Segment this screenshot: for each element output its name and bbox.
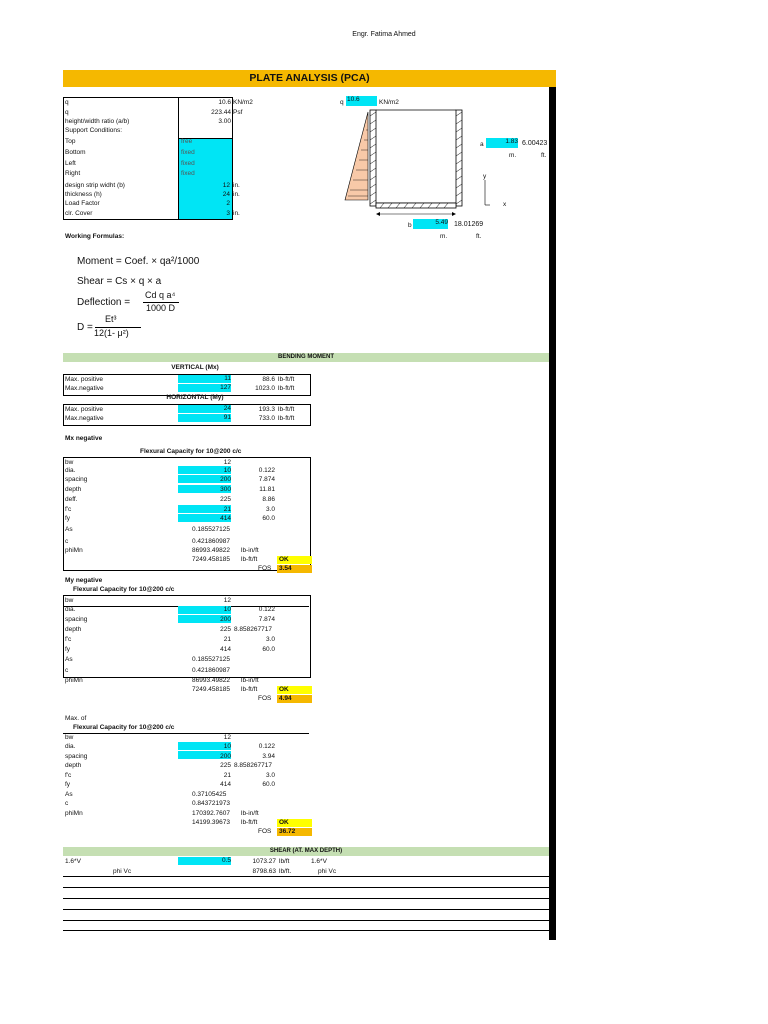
a-label: a: [480, 141, 484, 148]
maxof-row-label: c: [65, 800, 69, 807]
y-axis-label: y: [483, 173, 487, 180]
maxof-row-label: fy: [65, 781, 71, 788]
my-row-label: depth: [65, 626, 82, 633]
my-heading: My negative: [65, 577, 103, 584]
maxof-row-value: 14199.39673: [192, 819, 230, 826]
my-row-value[interactable]: 10: [223, 606, 231, 613]
top-value[interactable]: free: [181, 138, 193, 145]
left-wall: [370, 110, 376, 206]
shear-r2-value: 8798.63: [252, 868, 276, 875]
bm-value: 1023.0: [255, 385, 275, 392]
right-label: Right: [65, 170, 81, 177]
shear-header: SHEAR (AT. MAX DEPTH): [63, 847, 549, 856]
maxof-row-converted: lb-in/ft: [241, 810, 259, 817]
bm-unit: lb-ft/ft: [278, 406, 295, 413]
q-psf-value: 223.44: [211, 109, 231, 116]
mx-row-value[interactable]: 300: [220, 486, 231, 493]
maxof-row-label: bw: [65, 734, 74, 741]
shear-formula: Shear = Cs × q × a: [77, 276, 162, 287]
my-row-converted: 60.0: [262, 646, 275, 653]
thick-label: thickness (h): [65, 191, 102, 198]
my-ok-badge: OK: [277, 686, 312, 694]
shear-r1-label: 1.6*V: [65, 858, 81, 865]
maxof-row-value: 0.843721973: [192, 800, 230, 807]
bm-coef[interactable]: 91: [178, 414, 231, 422]
right-border-bar: [549, 87, 556, 940]
my-row-label: dia.: [65, 606, 76, 613]
mx-row-label: dia.: [65, 467, 76, 474]
mx-row-value: 225: [220, 496, 231, 503]
bm-coef[interactable]: 24: [178, 405, 231, 413]
b-ft: 18.01269: [454, 221, 484, 228]
mx-row-converted: 11.81: [259, 486, 275, 493]
shear-r1-right: 1.6*V: [311, 858, 327, 865]
shear-r2-right: phi Vc: [318, 868, 337, 875]
mx-row-converted: lb-in/ft: [241, 547, 259, 554]
mx-row-label: phiMn: [65, 547, 83, 554]
mx-fos-value: 3.54: [277, 565, 312, 573]
strip-label: design strip widht (b): [65, 182, 125, 189]
shear-r1-value: 1073.27: [252, 858, 276, 865]
a-ft: 6.00423: [522, 140, 548, 147]
bm-unit: lb-ft/ft: [278, 376, 295, 383]
q-psf-unit: Psf: [233, 109, 243, 116]
deflection-denominator: 1000 D: [146, 303, 176, 313]
d-numerator: Et³: [105, 314, 117, 324]
my-row-value: 0.185527125: [192, 656, 230, 663]
bm-unit: lb-ft/ft: [278, 415, 295, 422]
maxof-fos-value: 36.72: [277, 828, 312, 836]
mx-row-value: 12: [223, 459, 231, 466]
author-name: Engr. Fatima Ahmed: [352, 31, 416, 38]
my-fos-value: 4.94: [277, 695, 312, 703]
left-value[interactable]: fixed: [181, 160, 195, 167]
b-ft-unit: ft.: [476, 233, 482, 240]
mx-row-label: depth: [65, 486, 82, 493]
bm-label: Max.negative: [65, 385, 104, 392]
my-row-label: c: [65, 667, 69, 674]
a-m-unit: m.: [509, 152, 517, 159]
maxof-subheading: Flexural Capacity for 10@200 c/c: [73, 724, 175, 731]
maxof-row-label: depth: [65, 762, 82, 769]
my-row-value[interactable]: 200: [220, 616, 231, 623]
bm-value: 733.0: [258, 415, 275, 422]
maxof-row-converted: 8.858267717: [234, 762, 272, 769]
strip-value[interactable]: 12: [222, 182, 230, 189]
my-row-value: 7249.458185: [192, 686, 230, 693]
my-row-label: As: [65, 656, 73, 663]
page-title: PLATE ANALYSIS (PCA): [63, 70, 556, 87]
diagram-q-label: q: [340, 99, 344, 106]
maxof-row-converted: 3.0: [265, 772, 275, 779]
mx-row-value: 0.185527125: [192, 526, 230, 533]
load-triangle: [345, 112, 368, 200]
mx-row-value: 0.421860987: [192, 538, 230, 545]
my-fos-label: FOS: [258, 695, 272, 702]
left-label: Left: [65, 160, 76, 167]
vertical-mx-heading: VERTICAL (Mx): [171, 364, 219, 371]
mx-row-label: c: [65, 538, 69, 545]
maxof-row-value[interactable]: 200: [220, 753, 231, 760]
my-row-converted: 0.122: [258, 606, 275, 613]
bm-coef[interactable]: 127: [178, 384, 231, 392]
bm-value: 88.6: [262, 376, 275, 383]
my-row-value: 225: [220, 626, 231, 633]
maxof-ok-badge: OK: [277, 819, 312, 827]
formulas-heading: Working Formulas:: [65, 233, 125, 240]
bottom-slab: [376, 203, 456, 208]
mx-row-value[interactable]: 21: [223, 506, 231, 513]
bm-unit: lb-ft/ft: [278, 385, 295, 392]
mx-row-label: As: [65, 526, 73, 533]
my-row-converted: lb-ft/ft: [241, 686, 258, 693]
maxof-row-label: spacing: [65, 753, 88, 760]
mx-row-value[interactable]: 200: [220, 476, 231, 483]
mx-heading: Mx negative: [65, 435, 103, 442]
bottom-value[interactable]: fixed: [181, 149, 195, 156]
q-kn-value[interactable]: 10.6: [218, 99, 231, 106]
mx-row-value: 7249.458185: [192, 556, 230, 563]
bm-label: Max. positive: [65, 406, 103, 413]
support-label: Support Conditions:: [65, 127, 123, 134]
q-psf-label: q: [65, 109, 69, 116]
d-lhs: D =: [77, 322, 93, 333]
my-row-label: spacing: [65, 616, 88, 623]
mx-row-converted: 7.874: [258, 476, 275, 483]
d-denominator: 12(1- μ²): [94, 328, 129, 338]
mx-row-converted: lb-ft/ft: [241, 556, 258, 563]
diagram-q-unit: KN/m2: [379, 99, 399, 106]
my-row-label: phiMn: [65, 677, 83, 684]
diagram-q-value[interactable]: 10.6: [346, 96, 377, 106]
maxof-row-label: f'c: [65, 772, 72, 779]
maxof-row-label: As: [65, 791, 73, 798]
bending-moment-header: BENDING MOMENT: [63, 353, 549, 362]
maxof-row-value: 414: [220, 781, 231, 788]
bm-coef[interactable]: 11: [178, 375, 231, 383]
my-row-converted: 8.858267717: [234, 626, 272, 633]
maxof-row-value: 170392.7607: [192, 810, 230, 817]
mx-row-converted: 3.0: [265, 506, 275, 513]
thick-value[interactable]: 24: [222, 191, 230, 198]
thick-unit: in.: [233, 191, 240, 198]
my-row-label: fy: [65, 646, 71, 653]
maxof-fos-label: FOS: [258, 828, 272, 835]
b-label: b: [408, 222, 412, 229]
maxof-row-converted: lb-ft/ft: [241, 819, 258, 826]
my-subheading: Flexural Capacity for 10@200 c/c: [73, 586, 175, 593]
q-kn-label: q: [65, 99, 69, 106]
bm-value: 193.3: [258, 406, 275, 413]
maxof-row-converted: 60.0: [262, 781, 275, 788]
ratio-label: height/width ratio (a/b): [65, 118, 130, 125]
right-wall: [456, 110, 462, 206]
deflection-lhs: Deflection =: [77, 297, 131, 308]
horizontal-my-heading: HORIZONTAL (My): [166, 394, 224, 401]
mx-row-converted: 60.0: [262, 515, 275, 522]
shear-r2-unit: lb/ft.: [279, 868, 292, 875]
bottom-label: Bottom: [65, 149, 86, 156]
mx-row-value[interactable]: 414: [220, 515, 231, 522]
b-m-unit: m.: [440, 233, 448, 240]
my-row-converted: lb-in/ft: [241, 677, 259, 684]
mx-row-label: fy: [65, 515, 71, 522]
my-row-label: bw: [65, 597, 74, 604]
maxof-row-label: phiMn: [65, 810, 83, 817]
mx-fos-label: FOS: [258, 565, 272, 572]
my-row-label: f'c: [65, 636, 72, 643]
mx-row-label: bw: [65, 459, 74, 466]
my-row-value: 0.421860987: [192, 667, 230, 674]
lf-value[interactable]: 2: [226, 200, 230, 207]
shear-r1-coef[interactable]: 0.5: [178, 857, 231, 865]
maxof-heading: Max. of: [65, 715, 87, 722]
q-kn-unit: KN/m2: [233, 99, 253, 106]
lf-label: Load Factor: [65, 200, 100, 207]
my-row-converted: 3.0: [265, 636, 275, 643]
moment-formula: Moment = Coef. × qa²/1000: [77, 256, 200, 267]
bm-label: Max. positive: [65, 376, 103, 383]
my-row-value: 414: [220, 646, 231, 653]
maxof-row-value: 12: [223, 734, 231, 741]
my-row-converted: 7.874: [258, 616, 275, 623]
cover-label: clr. Cover: [65, 210, 93, 217]
cover-unit: in.: [233, 210, 240, 217]
right-value[interactable]: fixed: [181, 170, 195, 177]
maxof-row-converted: 3.94: [262, 753, 275, 760]
maxof-row-value: 21: [223, 772, 231, 779]
mx-row-converted: 0.122: [258, 467, 275, 474]
b-value[interactable]: 5.49: [413, 219, 448, 229]
a-ft-unit: ft.: [541, 152, 547, 159]
cover-value[interactable]: 3: [226, 210, 230, 217]
shear-r2-label: phi Vc: [113, 868, 132, 875]
ratio-value: 3.00: [218, 118, 231, 125]
mx-row-label: f'c: [65, 506, 72, 513]
my-row-value: 12: [223, 597, 231, 604]
top-label: Top: [65, 138, 76, 145]
bm-label: Max.negative: [65, 415, 104, 422]
mx-row-value: 86993.49822: [192, 547, 230, 554]
plate-sketch: [340, 100, 490, 225]
maxof-row-converted: 0.122: [258, 743, 275, 750]
maxof-row-label: dia.: [65, 743, 76, 750]
mx-subheading: Flexural Capacity for 10@200 c/c: [140, 448, 242, 455]
my-row-value: 86993.49822: [192, 677, 230, 684]
strip-unit: in.: [233, 182, 240, 189]
mx-ok-badge: OK: [277, 556, 312, 564]
my-row-value: 21: [223, 636, 231, 643]
a-value[interactable]: 1.83: [486, 138, 518, 148]
mx-row-value[interactable]: 10: [223, 467, 231, 474]
deflection-numerator: Cd q a⁴: [145, 290, 176, 300]
mx-row-label: spacing: [65, 476, 88, 483]
mx-row-label: deff.: [65, 496, 78, 503]
maxof-row-value: 0.37105425: [192, 791, 227, 798]
x-axis-label: x: [503, 201, 507, 208]
maxof-row-value[interactable]: 10: [223, 743, 231, 750]
shear-r1-unit: lb/ft: [279, 858, 290, 865]
mx-row-converted: 8.86: [262, 496, 275, 503]
maxof-row-value: 225: [220, 762, 231, 769]
